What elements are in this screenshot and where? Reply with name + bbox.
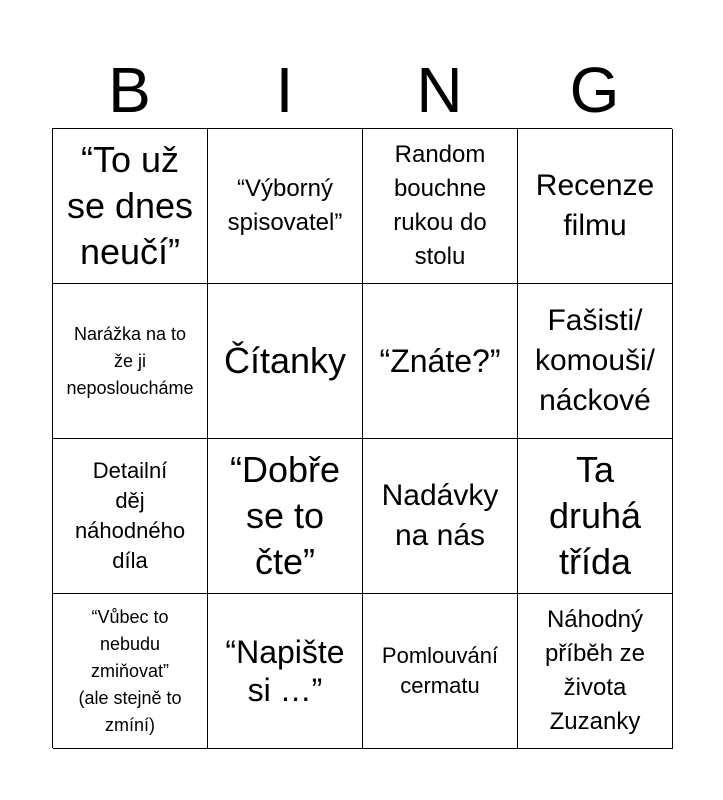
header-letter-g: G: [569, 54, 620, 126]
bingo-cell[interactable]: [518, 284, 673, 439]
header-letter-i: I: [275, 54, 294, 126]
bingo-cell[interactable]: [363, 129, 518, 284]
bingo-cell[interactable]: [53, 129, 208, 284]
bingo-cell[interactable]: [208, 594, 363, 749]
bingo-cell[interactable]: [518, 129, 673, 284]
cell-text: Náhodný příběh ze života Zuzanky: [544, 606, 646, 735]
bingo-cell[interactable]: [518, 439, 673, 594]
cell-text: Nadávky na nás: [381, 479, 499, 552]
cell-text: Narážka na to že ji neposloucháme: [66, 323, 194, 398]
cell-text: Ta druhá třída: [548, 449, 642, 582]
cell-text: “Vůbec to nebudu zmiňovat” (ale stejně to zmíní): [78, 606, 182, 735]
bingo-cell[interactable]: [208, 129, 363, 284]
cell-text: Pomlouvání cermatu: [381, 643, 499, 698]
bingo-cell[interactable]: [208, 284, 363, 439]
bingo-header: [52, 52, 672, 128]
bingo-cell[interactable]: [518, 594, 673, 749]
bingo-cell[interactable]: [363, 439, 518, 594]
cell-text: Detailní děj náhodného díla: [74, 458, 186, 573]
header-letter-b: B: [108, 54, 151, 126]
cell-text: Fašisti/ komouši/ náckové: [534, 304, 656, 417]
bingo-cell[interactable]: [363, 284, 518, 439]
bingo-cell[interactable]: [53, 284, 208, 439]
bingo-grid: [52, 128, 672, 748]
bingo-cell[interactable]: [53, 439, 208, 594]
cell-text: Recenze filmu: [535, 169, 655, 242]
bingo-cell[interactable]: [363, 594, 518, 749]
cell-text: “To už se dnes neučí”: [66, 139, 194, 272]
bingo-cell[interactable]: [53, 594, 208, 749]
cell-text: Čítanky: [223, 340, 347, 381]
cell-text: “Znáte?”: [379, 343, 501, 379]
cell-text: “Dobře se to čte”: [229, 449, 341, 582]
cell-text: “Napište si …”: [225, 634, 345, 708]
bingo-cell[interactable]: [208, 439, 363, 594]
cell-text: Random bouchne rukou do stolu: [393, 141, 487, 270]
cell-text: “Výborný spisovatel”: [227, 175, 343, 236]
header-letter-n: N: [416, 54, 463, 126]
